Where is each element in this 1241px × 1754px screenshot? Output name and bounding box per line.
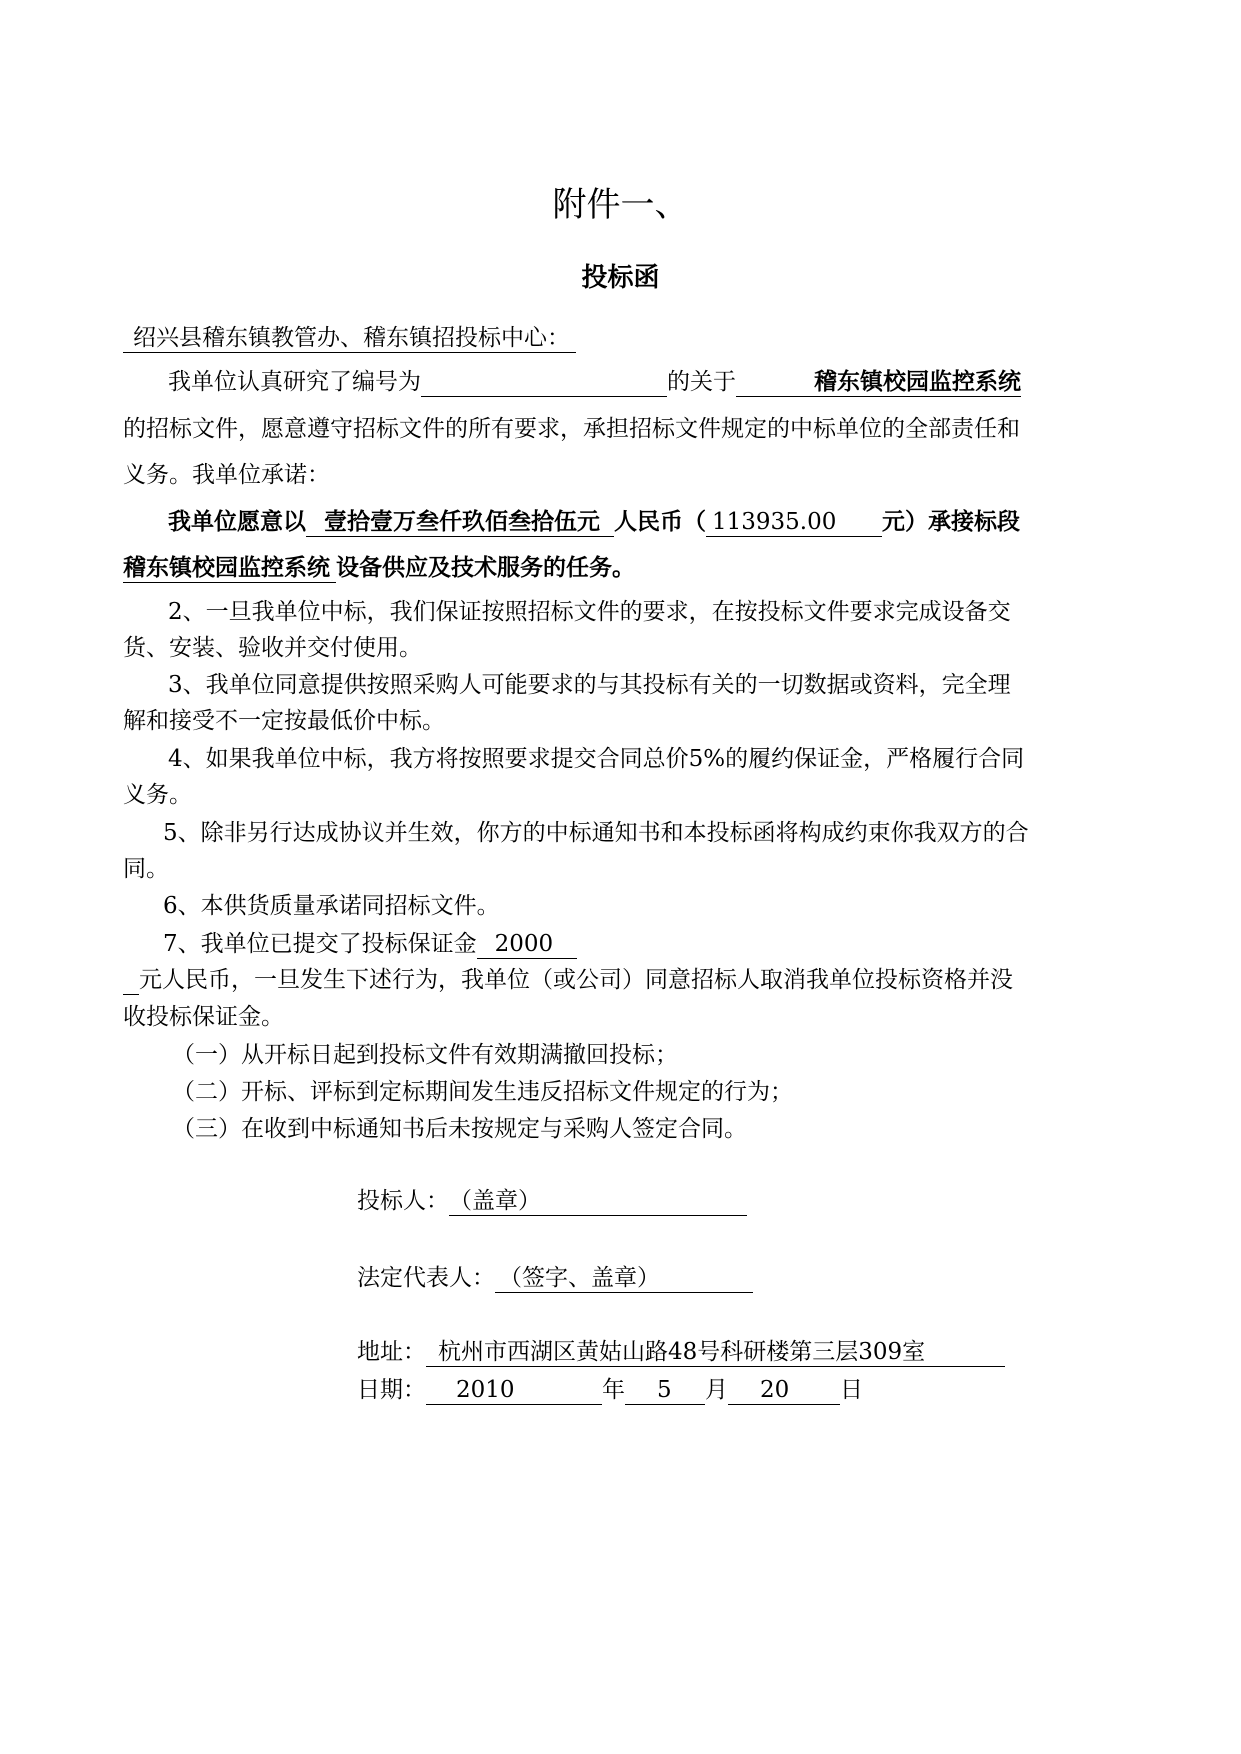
clause-3-line-1: 3、我单位同意提供按照采购人可能要求的与其投标有关的一切数据或资料，完全理 xyxy=(168,672,1011,698)
clause-2-line-1: 2、一旦我单位中标，我们保证按照招标文件的要求，在按投标文件要求完成设备交 xyxy=(168,599,1011,625)
date-year-unit: 年 xyxy=(602,1377,625,1403)
intro-project-name: 稽东镇校园监控系统 xyxy=(736,368,1021,397)
clause-3-line-2: 解和接受不一定按最低价中标。 xyxy=(123,708,445,734)
clause-6: 6、本供货质量承诺同招标文件。 xyxy=(163,893,500,919)
clause-7-prefix: 7、我单位已提交了投标保证金 xyxy=(163,931,477,957)
intro-line-3: 义务。我单位承诺： xyxy=(123,462,330,488)
amount-in-figures: 113935.00 xyxy=(706,508,882,537)
date-month-unit: 月 xyxy=(705,1377,728,1403)
recipient: 绍兴县稽东镇教管办、稽东镇招投标中心： xyxy=(123,324,576,353)
clause-1-project-name: 稽东镇校园监控系统 xyxy=(123,554,336,583)
clause-7-line-2 xyxy=(123,965,1013,995)
address-row xyxy=(357,1337,1005,1367)
bidder-value: （盖章） xyxy=(449,1187,747,1216)
tender-number-blank xyxy=(421,370,667,397)
clause-1-tail: 设备供应及技术服务的任务。 xyxy=(336,554,635,581)
sub-clause-2: （二）开标、评标到定标期间发生违反招标文件规定的行为； xyxy=(172,1079,793,1105)
address-label: 地址： xyxy=(357,1339,426,1365)
representative-value: （签字、盖章） xyxy=(495,1264,753,1293)
date-year: 2010 xyxy=(426,1376,602,1405)
recipient-line xyxy=(123,323,576,353)
intro-mid: 的关于 xyxy=(667,369,736,395)
date-month: 5 xyxy=(625,1376,705,1405)
deposit-blank-continuation xyxy=(123,968,139,995)
clause-5-line-2: 同。 xyxy=(123,856,169,882)
clause-4-line-1: 4、如果我单位中标，我方将按照要求提交合同总价5%的履约保证金，严格履行合同 xyxy=(168,746,1025,772)
attachment-heading: 附件一、 xyxy=(552,185,689,225)
clause-1-line-2 xyxy=(123,553,635,583)
sub-clause-1: （一）从开标日起到投标文件有效期满撤回投标； xyxy=(172,1042,678,1068)
date-day-unit: 日 xyxy=(840,1377,863,1403)
clause-4-line-2: 义务。 xyxy=(123,782,192,808)
sub-clause-3: （三）在收到中标通知书后未按规定与采购人签定合同。 xyxy=(172,1116,747,1142)
clause-1-prefix: 我单位愿意以 xyxy=(168,508,306,535)
intro-prefix: 我单位认真研究了编号为 xyxy=(168,369,421,395)
amount-in-words: 壹拾壹万叁仟玖佰叁拾伍元 xyxy=(306,508,614,537)
deposit-amount: 2000 xyxy=(477,930,578,959)
document-title: 投标函 xyxy=(581,263,660,293)
clause-1-line-1 xyxy=(168,507,1020,537)
clause-7-line-1 xyxy=(163,929,577,959)
clause-1-suffix: 元）承接标段 xyxy=(882,508,1020,535)
intro-line-1 xyxy=(168,367,1021,397)
clause-2-line-2: 货、安装、验收并交付使用。 xyxy=(123,635,422,661)
representative-label: 法定代表人： xyxy=(357,1265,495,1291)
representative-row xyxy=(357,1263,753,1293)
date-label: 日期： xyxy=(357,1377,426,1403)
date-day: 20 xyxy=(728,1376,840,1405)
date-row xyxy=(357,1375,863,1405)
address-value: 杭州市西湖区黄姑山路48号科研楼第三层309室 xyxy=(426,1338,1005,1367)
intro-line-2: 的招标文件，愿意遵守招标文件的所有要求，承担招标文件规定的中标单位的全部责任和 xyxy=(123,416,1020,442)
clause-1-rmb: 人民币（ xyxy=(614,508,706,535)
clause-7-line-3: 收投标保证金。 xyxy=(123,1004,284,1030)
clause-7-line-2-text: 元人民币，一旦发生下述行为，我单位（或公司）同意招标人取消我单位投标资格并没 xyxy=(139,967,1013,993)
clause-5-line-1: 5、除非另行达成协议并生效，你方的中标通知书和本投标函将构成约束你我双方的合 xyxy=(163,820,1029,846)
bidder-label: 投标人： xyxy=(357,1188,449,1214)
bidder-row xyxy=(357,1186,747,1216)
